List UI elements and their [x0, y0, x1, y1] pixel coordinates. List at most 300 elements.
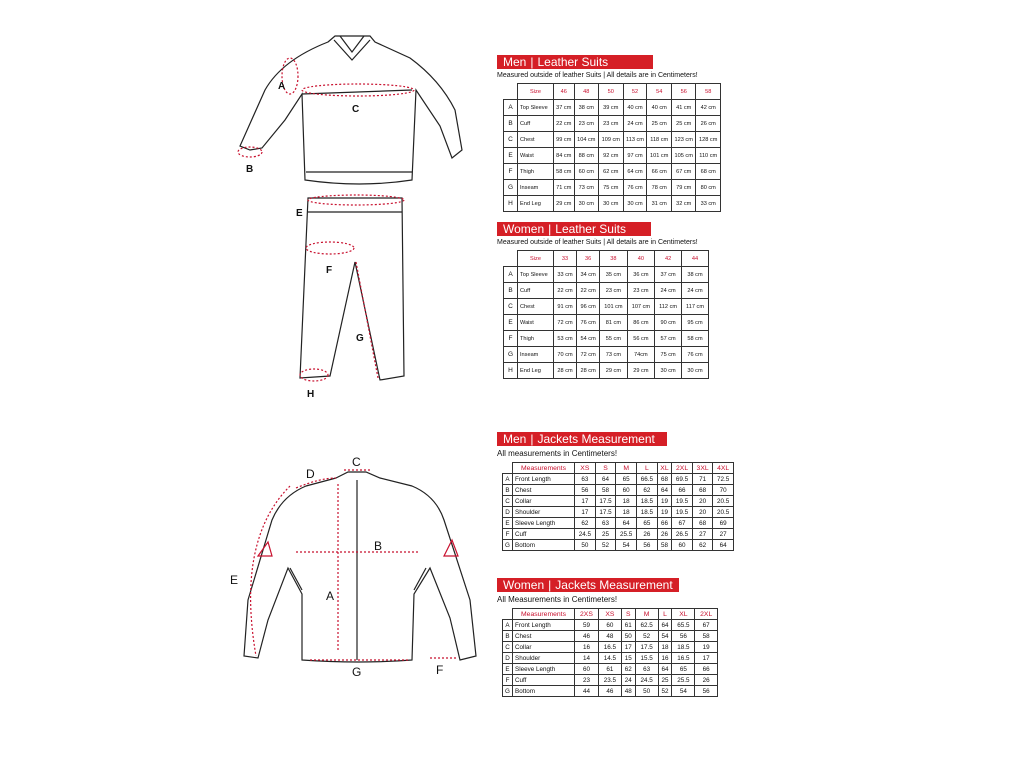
- size-label-header: Measurements: [513, 609, 575, 620]
- value-cell: 26.5: [672, 529, 693, 540]
- size-header: S: [595, 463, 616, 474]
- value-cell: 23 cm: [599, 116, 623, 132]
- size-header: 2XL: [672, 463, 693, 474]
- value-cell: 24.5: [635, 675, 658, 686]
- value-cell: 62: [575, 518, 596, 529]
- table-row: [504, 363, 709, 379]
- value-cell: 23: [575, 675, 599, 686]
- value-cell: 64: [658, 620, 672, 631]
- value-cell: 63: [595, 518, 616, 529]
- mark-e-ellipse: [308, 195, 404, 205]
- men-suits-table: [503, 83, 721, 212]
- value-cell: 15.5: [635, 653, 658, 664]
- suit-diagram: [240, 36, 462, 380]
- value-cell: 90 cm: [655, 315, 682, 331]
- row-name: Bottom: [513, 540, 575, 551]
- size-header: 33: [554, 251, 577, 267]
- value-cell: 16.5: [672, 653, 695, 664]
- value-cell: 99 cm: [554, 132, 575, 148]
- value-cell: 72 cm: [554, 315, 577, 331]
- value-cell: 16: [575, 642, 599, 653]
- row-key: D: [503, 507, 513, 518]
- row-name: Inseam: [518, 180, 554, 196]
- value-cell: 31 cm: [647, 196, 671, 212]
- value-cell: 46: [575, 631, 599, 642]
- value-cell: 64: [595, 474, 616, 485]
- value-cell: 55 cm: [600, 331, 627, 347]
- value-cell: 19: [657, 496, 672, 507]
- row-name: Front Length: [513, 620, 575, 631]
- table-row: [504, 164, 721, 180]
- value-cell: 20: [692, 496, 712, 507]
- label-f: F: [326, 265, 333, 276]
- value-cell: 68: [657, 474, 672, 485]
- value-cell: 60: [598, 620, 621, 631]
- men-suits-header: Men | Leather Suits: [497, 55, 653, 69]
- table-row: [503, 529, 734, 540]
- size-header: 36: [577, 251, 600, 267]
- value-cell: 71 cm: [554, 180, 575, 196]
- label-a: A: [326, 589, 335, 603]
- row-name: Collar: [513, 642, 575, 653]
- mark-b-ellipse: [238, 147, 262, 157]
- table-row: [503, 664, 718, 675]
- value-cell: 18.5: [637, 496, 658, 507]
- size-header: 44: [682, 251, 709, 267]
- value-cell: 92 cm: [599, 148, 623, 164]
- row-name: Chest: [513, 631, 575, 642]
- women-jackets-header: Women | Jackets Measurement: [497, 578, 679, 592]
- value-cell: 66: [672, 485, 693, 496]
- value-cell: 18: [616, 507, 637, 518]
- value-cell: 17: [575, 496, 596, 507]
- value-cell: 19: [657, 507, 672, 518]
- row-name: Top Sleeve: [518, 100, 554, 116]
- value-cell: 56: [695, 686, 718, 697]
- row-key: B: [503, 485, 513, 496]
- value-cell: 52: [658, 686, 672, 697]
- row-key: H: [504, 196, 518, 212]
- value-cell: 48: [598, 631, 621, 642]
- size-header: 2XS: [575, 609, 599, 620]
- row-name: Sleeve Length: [513, 518, 575, 529]
- table-row: [504, 283, 709, 299]
- value-cell: 34 cm: [577, 267, 600, 283]
- value-cell: 75 cm: [655, 347, 682, 363]
- value-cell: 48: [621, 686, 635, 697]
- value-cell: 30 cm: [574, 196, 598, 212]
- value-cell: 25: [595, 529, 616, 540]
- value-cell: 40 cm: [647, 100, 671, 116]
- row-name: End Leg: [518, 196, 554, 212]
- label-g: G: [356, 333, 364, 344]
- label-d: D: [306, 467, 315, 481]
- row-key: E: [504, 148, 518, 164]
- row-key: H: [504, 363, 518, 379]
- table-row: [504, 267, 709, 283]
- value-cell: 60 cm: [574, 164, 598, 180]
- corner-cell: [503, 463, 513, 474]
- size-header: 58: [696, 84, 721, 100]
- value-cell: 24 cm: [655, 283, 682, 299]
- value-cell: 101 cm: [647, 148, 671, 164]
- value-cell: 76 cm: [577, 315, 600, 331]
- value-cell: 22 cm: [554, 116, 575, 132]
- value-cell: 29 cm: [627, 363, 654, 379]
- value-cell: 58 cm: [554, 164, 575, 180]
- women-suits-table: [503, 250, 709, 379]
- value-cell: 52: [595, 540, 616, 551]
- size-header: M: [635, 609, 658, 620]
- value-cell: 30 cm: [655, 363, 682, 379]
- value-cell: 38 cm: [682, 267, 709, 283]
- table-row: [503, 507, 734, 518]
- value-cell: 26: [637, 529, 658, 540]
- value-cell: 39 cm: [599, 100, 623, 116]
- row-name: Sleeve Length: [513, 664, 575, 675]
- row-name: Shoulder: [513, 507, 575, 518]
- value-cell: 62: [692, 540, 712, 551]
- table-row: [504, 116, 721, 132]
- value-cell: 79 cm: [671, 180, 695, 196]
- value-cell: 62.5: [635, 620, 658, 631]
- size-header: 2XL: [695, 609, 718, 620]
- value-cell: 25.5: [672, 675, 695, 686]
- value-cell: 53 cm: [554, 331, 577, 347]
- value-cell: 66: [695, 664, 718, 675]
- row-key: C: [503, 496, 513, 507]
- value-cell: 66: [657, 518, 672, 529]
- size-header: XS: [598, 609, 621, 620]
- value-cell: 64: [657, 485, 672, 496]
- men-jackets-section: [497, 432, 737, 551]
- value-cell: 17: [621, 642, 635, 653]
- value-cell: 44: [575, 686, 599, 697]
- table-row: [503, 485, 734, 496]
- value-cell: 24 cm: [682, 283, 709, 299]
- table-row: [503, 474, 734, 485]
- men-jackets-header: Men | Jackets Measurement: [497, 432, 667, 446]
- value-cell: 28 cm: [554, 363, 577, 379]
- value-cell: 26: [695, 675, 718, 686]
- size-header: M: [616, 463, 637, 474]
- row-key: F: [504, 164, 518, 180]
- table-row: [503, 496, 734, 507]
- value-cell: 22 cm: [577, 283, 600, 299]
- value-cell: 64 cm: [623, 164, 647, 180]
- value-cell: 29 cm: [600, 363, 627, 379]
- row-name: Cuff: [518, 283, 554, 299]
- value-cell: 86 cm: [627, 315, 654, 331]
- value-cell: 64: [616, 518, 637, 529]
- label-c: C: [352, 455, 361, 469]
- value-cell: 62: [637, 485, 658, 496]
- label-e: E: [230, 573, 239, 587]
- size-header: 3XL: [692, 463, 712, 474]
- value-cell: 19: [695, 642, 718, 653]
- label-g: G: [352, 665, 362, 679]
- value-cell: 60: [575, 664, 599, 675]
- size-header: 56: [671, 84, 695, 100]
- value-cell: 30 cm: [623, 196, 647, 212]
- value-cell: 58: [695, 631, 718, 642]
- value-cell: 16: [658, 653, 672, 664]
- value-cell: 30 cm: [682, 363, 709, 379]
- row-name: Cuff: [513, 529, 575, 540]
- men-jackets-subtitle: All measurements in Centimeters!: [497, 449, 618, 458]
- value-cell: 52: [635, 631, 658, 642]
- table-row: [504, 299, 709, 315]
- table-row: [503, 642, 718, 653]
- value-cell: 78 cm: [647, 180, 671, 196]
- value-cell: 41 cm: [671, 100, 695, 116]
- table-row: [503, 540, 734, 551]
- women-jackets-subtitle: All Measurements in Centimeters!: [497, 595, 618, 604]
- label-f: F: [436, 663, 444, 677]
- corner-cell: [504, 251, 518, 267]
- value-cell: 62: [621, 664, 635, 675]
- value-cell: 70 cm: [554, 347, 577, 363]
- women-jackets-section: [497, 578, 722, 697]
- value-cell: 80 cm: [696, 180, 721, 196]
- size-header: XL: [672, 609, 695, 620]
- value-cell: 24: [621, 675, 635, 686]
- value-cell: 101 cm: [600, 299, 627, 315]
- value-cell: 84 cm: [554, 148, 575, 164]
- value-cell: 14.5: [598, 653, 621, 664]
- value-cell: 56: [672, 631, 695, 642]
- value-cell: 117 cm: [682, 299, 709, 315]
- value-cell: 59: [575, 620, 599, 631]
- value-cell: 19.5: [672, 496, 693, 507]
- value-cell: 113 cm: [623, 132, 647, 148]
- value-cell: 17: [695, 653, 718, 664]
- value-cell: 24 cm: [623, 116, 647, 132]
- value-cell: 33 cm: [696, 196, 721, 212]
- table-row: [503, 675, 718, 686]
- value-cell: 15: [621, 653, 635, 664]
- value-cell: 67: [695, 620, 718, 631]
- table-row: [503, 631, 718, 642]
- value-cell: 123 cm: [671, 132, 695, 148]
- row-key: C: [503, 642, 513, 653]
- value-cell: 56: [575, 485, 596, 496]
- row-name: Chest: [518, 132, 554, 148]
- value-cell: 65: [672, 664, 695, 675]
- value-cell: 18: [658, 642, 672, 653]
- value-cell: 81 cm: [600, 315, 627, 331]
- row-name: Thigh: [518, 164, 554, 180]
- value-cell: 54 cm: [577, 331, 600, 347]
- row-key: C: [504, 299, 518, 315]
- value-cell: 50: [621, 631, 635, 642]
- row-key: A: [503, 474, 513, 485]
- value-cell: 27: [713, 529, 734, 540]
- row-key: E: [504, 315, 518, 331]
- value-cell: 60: [672, 540, 693, 551]
- men-suits-subtitle: Measured outside of leather Suits | All details are in Centimeters!: [497, 72, 698, 79]
- value-cell: 25.5: [616, 529, 637, 540]
- label-b: B: [374, 539, 383, 553]
- size-header: 42: [655, 251, 682, 267]
- value-cell: 91 cm: [554, 299, 577, 315]
- value-cell: 71: [692, 474, 712, 485]
- value-cell: 64: [713, 540, 734, 551]
- row-name: Top Sleeve: [518, 267, 554, 283]
- jacket-diagram: [244, 472, 476, 662]
- row-key: F: [503, 675, 513, 686]
- row-name: Collar: [513, 496, 575, 507]
- value-cell: 67 cm: [671, 164, 695, 180]
- size-header: 4XL: [713, 463, 734, 474]
- row-name: Shoulder: [513, 653, 575, 664]
- size-label-header: Size: [518, 84, 554, 100]
- size-header: S: [621, 609, 635, 620]
- label-a: A: [278, 81, 286, 92]
- value-cell: 54: [616, 540, 637, 551]
- row-name: Front Length: [513, 474, 575, 485]
- table-row: [504, 331, 709, 347]
- value-cell: 107 cm: [627, 299, 654, 315]
- value-cell: 25: [658, 675, 672, 686]
- row-name: Thigh: [518, 331, 554, 347]
- value-cell: 33 cm: [554, 267, 577, 283]
- value-cell: 50: [635, 686, 658, 697]
- value-cell: 25 cm: [647, 116, 671, 132]
- label-b: B: [246, 164, 254, 175]
- value-cell: 37 cm: [655, 267, 682, 283]
- value-cell: 73 cm: [600, 347, 627, 363]
- row-name: Bottom: [513, 686, 575, 697]
- row-key: B: [504, 116, 518, 132]
- value-cell: 76 cm: [682, 347, 709, 363]
- table-row: [503, 653, 718, 664]
- value-cell: 20: [692, 507, 712, 518]
- value-cell: 128 cm: [696, 132, 721, 148]
- value-cell: 60: [616, 485, 637, 496]
- row-name: End Leg: [518, 363, 554, 379]
- row-name: Waist: [518, 148, 554, 164]
- value-cell: 118 cm: [647, 132, 671, 148]
- value-cell: 97 cm: [623, 148, 647, 164]
- label-h: H: [307, 389, 315, 400]
- row-key: F: [504, 331, 518, 347]
- value-cell: 42 cm: [696, 100, 721, 116]
- value-cell: 104 cm: [574, 132, 598, 148]
- value-cell: 73 cm: [574, 180, 598, 196]
- label-c: C: [352, 104, 360, 115]
- suit-collar: [340, 36, 364, 52]
- value-cell: 96 cm: [577, 299, 600, 315]
- value-cell: 37 cm: [554, 100, 575, 116]
- value-cell: 20.5: [713, 507, 734, 518]
- value-cell: 54: [658, 631, 672, 642]
- jacket-outline: [244, 472, 476, 662]
- value-cell: 17.5: [595, 507, 616, 518]
- value-cell: 69.5: [672, 474, 693, 485]
- value-cell: 72.5: [713, 474, 734, 485]
- row-name: Chest: [518, 299, 554, 315]
- size-header: 52: [623, 84, 647, 100]
- size-header: L: [658, 609, 672, 620]
- row-name: Waist: [518, 315, 554, 331]
- value-cell: 72 cm: [577, 347, 600, 363]
- table-row: [504, 347, 709, 363]
- mark-h-ellipse: [300, 369, 328, 381]
- mark-triangle-right: [444, 540, 458, 556]
- men-suits-section: [497, 55, 721, 212]
- row-key: G: [503, 540, 513, 551]
- row-key: B: [504, 283, 518, 299]
- value-cell: 57 cm: [655, 331, 682, 347]
- value-cell: 22 cm: [554, 283, 577, 299]
- row-name: Cuff: [513, 675, 575, 686]
- value-cell: 68: [692, 518, 712, 529]
- jacket-measure-marks: [251, 470, 458, 660]
- label-e: E: [296, 208, 303, 219]
- value-cell: 58: [595, 485, 616, 496]
- value-cell: 28 cm: [577, 363, 600, 379]
- jacket-letter-labels: [230, 455, 443, 679]
- women-suits-header: Women | Leather Suits: [497, 222, 651, 236]
- table-row: [503, 620, 718, 631]
- value-cell: 19.5: [672, 507, 693, 518]
- value-cell: 109 cm: [599, 132, 623, 148]
- size-header: 50: [599, 84, 623, 100]
- value-cell: 61: [598, 664, 621, 675]
- value-cell: 18.5: [672, 642, 695, 653]
- row-key: B: [503, 631, 513, 642]
- row-key: A: [503, 620, 513, 631]
- table-row: [504, 196, 721, 212]
- value-cell: 65: [616, 474, 637, 485]
- value-cell: 75 cm: [599, 180, 623, 196]
- value-cell: 76 cm: [623, 180, 647, 196]
- row-name: Chest: [513, 485, 575, 496]
- value-cell: 50: [575, 540, 596, 551]
- value-cell: 23 cm: [574, 116, 598, 132]
- row-key: E: [503, 518, 513, 529]
- row-name: Inseam: [518, 347, 554, 363]
- value-cell: 64: [658, 664, 672, 675]
- size-header: 38: [600, 251, 627, 267]
- row-key: A: [504, 267, 518, 283]
- size-header: XS: [575, 463, 596, 474]
- suit-measure-marks: [238, 58, 414, 381]
- size-header: 40: [627, 251, 654, 267]
- value-cell: 54: [672, 686, 695, 697]
- value-cell: 29 cm: [554, 196, 575, 212]
- value-cell: 65: [637, 518, 658, 529]
- value-cell: 74cm: [627, 347, 654, 363]
- suit-pants-outline: [300, 198, 404, 380]
- value-cell: 16.5: [598, 642, 621, 653]
- value-cell: 63: [575, 474, 596, 485]
- corner-cell: [503, 609, 513, 620]
- corner-cell: [504, 84, 518, 100]
- size-header: 48: [574, 84, 598, 100]
- value-cell: 18.5: [637, 507, 658, 518]
- row-key: C: [504, 132, 518, 148]
- value-cell: 67: [672, 518, 693, 529]
- size-label-header: Size: [518, 251, 554, 267]
- row-key: A: [504, 100, 518, 116]
- value-cell: 26: [657, 529, 672, 540]
- value-cell: 63: [635, 664, 658, 675]
- table-row: [503, 518, 734, 529]
- value-cell: 68 cm: [696, 164, 721, 180]
- row-key: G: [504, 180, 518, 196]
